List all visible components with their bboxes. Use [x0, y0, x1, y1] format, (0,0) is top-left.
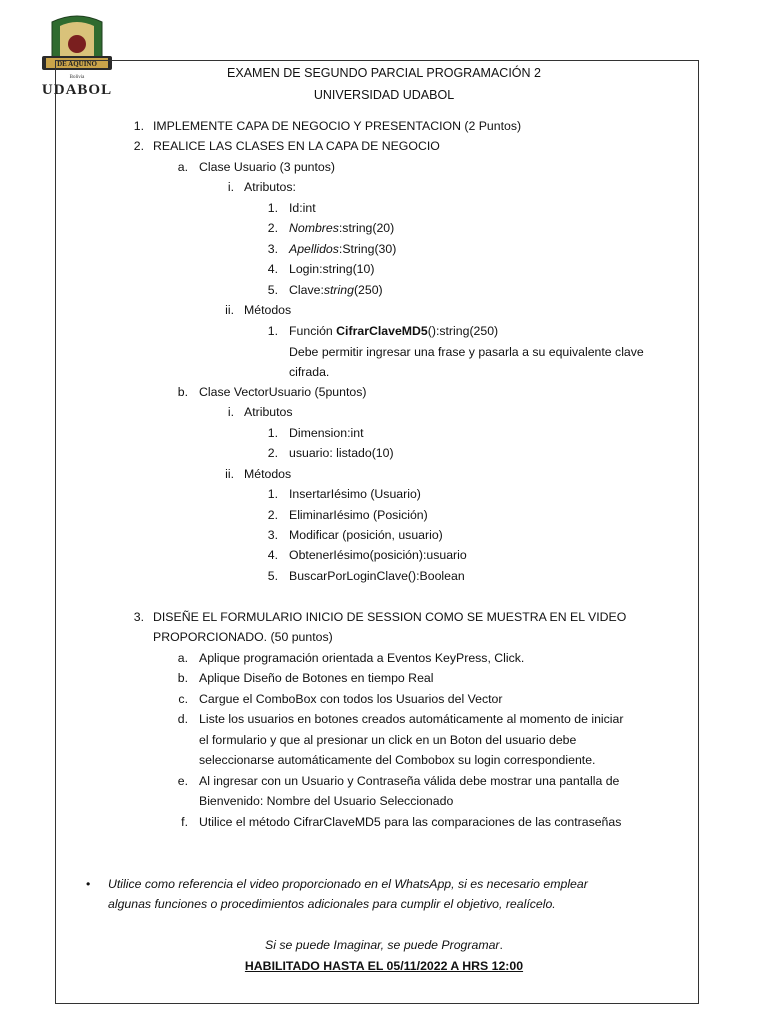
svg-text:DE AQUINO: DE AQUINO: [57, 60, 97, 68]
item-text: Liste los usuarios en botones creados automáticamente al momento de iniciar: [199, 712, 624, 726]
item-number: 3.: [267, 242, 278, 256]
item-text: DISEÑE EL FORMULARIO INICIO DE SESSION COMO SE MUESTRA EN EL VIDEO: [153, 610, 627, 624]
svg-text:Bolivia: Bolivia: [69, 75, 85, 80]
item-letter: a.: [177, 651, 188, 665]
item-text: BuscarPorLoginClave():Boolean: [289, 569, 465, 583]
item-text: Atributos:: [244, 180, 296, 194]
item-text: Id:int: [289, 201, 316, 215]
item-text: el formulario y que al presionar un click en un Boton del usuario debe: [199, 733, 577, 747]
item-letter: b.: [177, 671, 188, 685]
item-text: Cargue el ComboBox con todos los Usuarios del Vector: [199, 692, 503, 706]
item-text: EliminarIésimo (Posición): [289, 508, 428, 522]
note-text: Utilice como referencia el video proporcionado en el WhatsApp, si es necesario emplear: [108, 877, 588, 891]
exam-title: EXAMEN DE SEGUNDO PARCIAL PROGRAMACIÓN 2: [227, 66, 541, 80]
item-number: 5.: [267, 283, 278, 297]
item-roman: ii.: [225, 467, 234, 481]
item-number: 3.: [133, 610, 144, 624]
item-number: 2.: [267, 446, 278, 460]
note-text: algunas funciones o procedimientos adicionales para cumplir el objetivo, realícelo.: [108, 897, 556, 911]
item-text: PROPORCIONADO. (50 puntos): [153, 630, 333, 644]
item-number: 1.: [133, 119, 144, 133]
item-description: Debe permitir ingresar una frase y pasarla a su equivalente clave: [289, 345, 644, 359]
bullet-icon: •: [86, 877, 91, 891]
item-letter: a.: [177, 160, 188, 174]
item-number: 1.: [267, 426, 278, 440]
item-text: ObtenerIésimo(posición):usuario: [289, 548, 467, 562]
item-text: InsertarIésimo (Usuario): [289, 487, 421, 501]
item-number: 2.: [133, 139, 144, 153]
item-text: Aplique Diseño de Botones en tiempo Real: [199, 671, 434, 685]
item-number: 1.: [267, 487, 278, 501]
item-text: Clase VectorUsuario (5puntos): [199, 385, 367, 399]
item-number: 5.: [267, 569, 278, 583]
item-text: Función CifrarClaveMD5():string(250): [289, 324, 499, 338]
item-number: 3.: [267, 528, 278, 542]
item-text: Clave:string(250): [289, 283, 383, 297]
item-text: Bienvenido: Nombre del Usuario Seleccionado: [199, 794, 454, 808]
item-letter: f.: [181, 815, 188, 829]
item-text: REALICE LAS CLASES EN LA CAPA DE NEGOCIO: [153, 139, 440, 153]
item-text: Clase Usuario (3 puntos): [199, 160, 336, 174]
item-description: cifrada.: [289, 365, 330, 379]
exam-subtitle: UNIVERSIDAD UDABOL: [313, 88, 455, 102]
item-number: 1.: [267, 324, 278, 338]
udabol-logo-text: UDABOL: [41, 82, 113, 98]
item-letter: e.: [177, 774, 188, 788]
item-text: usuario: listado(10): [289, 446, 394, 460]
item-number: 1.: [267, 201, 278, 215]
item-text: seleccionarse automáticamente del Combobox su login correspondiente.: [199, 753, 596, 767]
item-letter: c.: [178, 692, 188, 706]
item-roman: ii.: [225, 303, 234, 317]
item-letter: b.: [177, 385, 188, 399]
item-number: 4.: [267, 548, 278, 562]
item-text: Aplique programación orientada a Eventos KeyPress, Click.: [199, 651, 525, 665]
item-text: Al ingresar con un Usuario y Contraseña válida debe mostrar una pantalla de: [199, 774, 620, 788]
item-number: 4.: [267, 262, 278, 276]
deadline-notice: HABILITADO HASTA EL 05/11/2022 A HRS 12:00: [244, 959, 524, 973]
item-text: Métodos: [244, 303, 292, 317]
item-text: Dimension:int: [289, 426, 364, 440]
item-number: 2.: [267, 508, 278, 522]
item-number: 2.: [267, 221, 278, 235]
item-roman: i.: [227, 405, 234, 419]
item-text: Login:string(10): [289, 262, 375, 276]
item-text: IMPLEMENTE CAPA DE NEGOCIO Y PRESENTACION (2 Puntos): [153, 119, 522, 133]
motto: Si se puede Imaginar, se puede Programar.: [265, 938, 503, 952]
item-text: Modificar (posición, usuario): [289, 528, 443, 542]
item-text: Utilice el método CifrarClaveMD5 para las comparaciones de las contraseñas: [199, 815, 622, 829]
item-roman: i.: [227, 180, 234, 194]
item-letter: d.: [177, 712, 188, 726]
item-text: Apellidos:String(30): [289, 242, 397, 256]
item-text: Nombres:string(20): [289, 221, 395, 235]
item-text: Atributos: [244, 405, 293, 419]
item-text: Métodos: [244, 467, 292, 481]
